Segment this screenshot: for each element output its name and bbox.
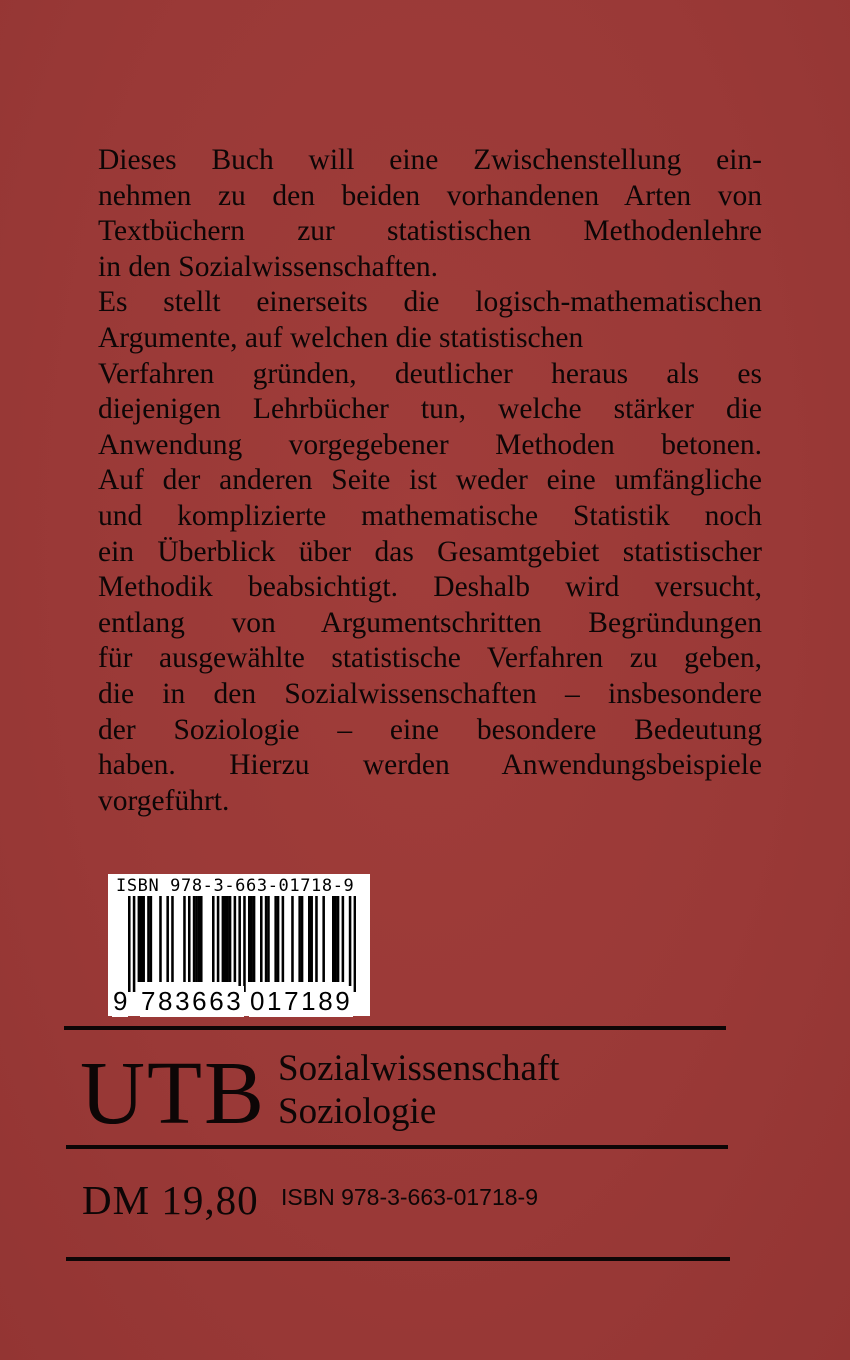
barcode-bar <box>260 896 263 982</box>
blurb-line: entlang von Argumentschritten Begründungen <box>98 606 762 639</box>
blurb-line: die in den Sozialwissenschaften – insbesondere <box>98 677 762 710</box>
barcode-digit-first: 9 <box>113 986 128 1016</box>
isbn-number: ISBN 978-3-663-01718-9 <box>281 1184 538 1210</box>
blurb-line: für ausgewählte statistische Verfahren zu geben, <box>98 642 762 675</box>
barcode-bar <box>188 896 191 982</box>
utb-logo: UTB <box>80 1044 266 1143</box>
blurb-line: Anwendung vorgegebener Methoden betonen. <box>98 428 762 461</box>
barcode-bar <box>222 896 225 982</box>
barcode-bar <box>138 896 141 982</box>
barcode-bar <box>337 896 340 982</box>
barcode-bar <box>322 896 325 982</box>
barcode-bar <box>171 896 174 982</box>
barcode-bar <box>217 896 220 982</box>
divider-rule-top <box>64 1026 726 1030</box>
barcode-bar <box>253 896 256 982</box>
barcode-bar <box>234 896 237 982</box>
barcode-label <box>108 874 370 1016</box>
barcode-digits-left: 783663 <box>141 986 244 1016</box>
barcode-bar <box>277 896 280 982</box>
barcode-bar <box>200 896 203 982</box>
barcode-bar <box>354 896 356 992</box>
series-line-2: Soziologie <box>278 1091 437 1132</box>
barcode-bar <box>193 896 196 982</box>
barcode-bars <box>128 896 356 992</box>
barcode-bar <box>274 896 277 982</box>
barcode-bar <box>133 896 136 992</box>
blurb-line: und komplizierte mathematische Statistik noch <box>98 499 762 532</box>
divider-rule-middle <box>66 1145 728 1149</box>
barcode-digits-right: 017189 <box>250 986 353 1016</box>
divider-rule-bottom <box>66 1257 730 1261</box>
barcode-bar <box>229 896 232 982</box>
blurb-line: nehmen zu den beiden vorhandenen Arten von <box>98 179 762 212</box>
series-line-1: Sozialwissenschaft <box>278 1048 560 1089</box>
blurb-line: Es stellt einerseits die logisch-mathematischen <box>98 286 762 319</box>
blurb-line: Methodik beabsichtigt. Deshalb wird versucht, <box>98 571 762 604</box>
blurb-line: ein Überblick über das Gesamtgebiet statistischer <box>98 535 762 568</box>
barcode-bar <box>282 896 285 982</box>
blurb-line: Verfahren gründen, deutlicher heraus als es <box>98 357 762 390</box>
barcode-bar <box>267 896 270 982</box>
blurb-line: vorgeführt. <box>98 784 230 817</box>
barcode-bar <box>198 896 201 982</box>
barcode-bar <box>301 896 304 982</box>
barcode-bar <box>315 896 318 982</box>
barcode-bar <box>310 896 313 982</box>
blurb-line: Dieses Buch will eine Zwischenstellung ein- <box>98 144 762 176</box>
blurb-line: in den Sozialwissenschaften. <box>98 250 438 283</box>
series-title <box>278 1047 560 1133</box>
barcode-bar <box>140 896 143 982</box>
blurb-line: der Soziologie – eine besondere Bedeutung <box>98 713 762 746</box>
barcode-bar <box>195 896 198 982</box>
blurb-line: Textbüchern zur statistischen Methodenlehre <box>98 215 762 248</box>
price: DM 19,80 <box>82 1177 259 1223</box>
barcode-bar <box>128 896 131 992</box>
barcode-bar <box>291 896 294 982</box>
barcode-bar <box>166 896 169 982</box>
barcode-bar <box>147 896 150 982</box>
barcode-bar <box>142 896 145 982</box>
blurb-line: Argumente, auf welchen die statistischen <box>98 321 584 354</box>
blurb-line: haben. Hierzu werden Anwendungsbeispiele <box>98 749 762 782</box>
barcode-bar <box>332 896 335 982</box>
barcode-bar <box>334 896 337 982</box>
barcode-bar <box>298 896 301 982</box>
barcode-bar <box>308 896 311 982</box>
blurb-line: Auf der anderen Seite ist weder eine umfängliche <box>98 464 762 497</box>
blurb-line: diejenigen Lehrbücher tun, welche stärker die <box>98 393 762 426</box>
blurb-text <box>98 143 762 819</box>
barcode-bar <box>250 896 253 982</box>
barcode-bar <box>226 896 229 982</box>
barcode-bar <box>238 896 241 992</box>
barcode-bar <box>183 896 186 982</box>
barcode-bar <box>342 896 345 982</box>
barcode-bar <box>159 896 162 982</box>
barcode-bar <box>248 896 251 982</box>
barcode-bar <box>224 896 227 982</box>
barcode-bar <box>265 896 268 982</box>
barcode-bar <box>243 896 246 992</box>
barcode-bar <box>150 896 153 982</box>
barcode-isbn-text: ISBN 978-3-663-01718-9 <box>116 876 355 896</box>
barcode-bar <box>212 896 215 982</box>
barcode-bar <box>349 896 352 992</box>
